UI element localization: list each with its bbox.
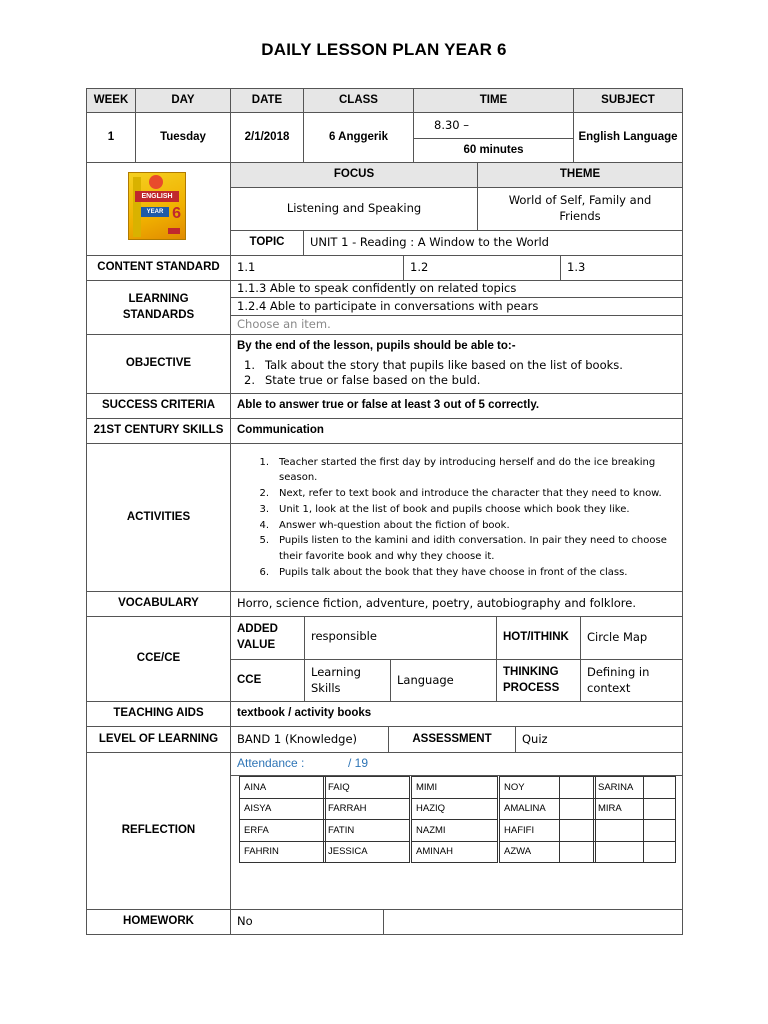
book-year-line: YEAR [141, 207, 169, 217]
student-name-cell: JESSICA [323, 841, 410, 864]
book-title-line: ENGLISH [135, 191, 179, 202]
student-name-cell: AINA [239, 776, 326, 799]
student-name-cell: FAIQ [323, 776, 410, 799]
subject-value: English Language [573, 112, 683, 163]
thinking-process-label: THINKING PROCESS [496, 659, 581, 702]
skills-value: Communication [230, 418, 683, 444]
cce-sub-label: CCE [230, 659, 305, 702]
activity-item: 2. Next, refer to text book and introduce the character that they need to know. [259, 488, 662, 500]
added-value-label: ADDED VALUE [230, 616, 305, 660]
teaching-aids-value: textbook / activity books [230, 701, 683, 727]
student-name-cell: FARRAH [323, 798, 410, 821]
thinking-process-value: Defining in context [580, 659, 683, 702]
success-criteria-label: SUCCESS CRITERIA [86, 393, 231, 419]
time-start: 8.30 – [413, 112, 574, 139]
activities-label: ACTIVITIES [86, 443, 231, 592]
student-name-cell: MIMI [411, 776, 498, 799]
level-label: LEVEL OF LEARNING [86, 726, 231, 753]
activities-content [230, 443, 683, 592]
student-name-cell: AZWA [499, 841, 560, 864]
date-value: 2/1/2018 [230, 112, 304, 163]
vocabulary-label: VOCABULARY [86, 591, 231, 617]
assessment-value: Quiz [515, 726, 683, 753]
attendance-checkbox[interactable] [559, 776, 596, 799]
attendance-total[interactable]: / 19 [348, 756, 369, 770]
student-name-cell: NOY [499, 776, 560, 799]
student-name-cell [593, 819, 644, 842]
duration: 60 minutes [413, 138, 574, 163]
focus-value: Listening and Speaking [230, 187, 478, 231]
student-name-cell: NAZMI [411, 819, 498, 842]
book-year-number: 6 [172, 205, 181, 222]
cce-value-1: Learning Skills [304, 659, 391, 702]
content-standard-label: CONTENT STANDARD [86, 255, 231, 281]
page-title: DAILY LESSON PLAN YEAR 6 [261, 40, 507, 59]
day-value: Tuesday [135, 112, 231, 163]
objective-item: 1. Talk about the story that pupils like based on the list of books. [244, 357, 623, 372]
student-name-cell: MIRA [593, 798, 644, 821]
student-name-cell: AISYA [239, 798, 326, 821]
added-value: responsible [304, 616, 497, 660]
student-name-cell: HAFIFI [499, 819, 560, 842]
day-header: DAY [135, 88, 231, 113]
attendance-checkbox[interactable] [559, 819, 596, 842]
date-header: DATE [230, 88, 304, 113]
learning-standard-2: 1.2.4 Able to participate in conversations with pears [230, 297, 683, 316]
vocabulary-value: Horro, science fiction, adventure, poetry, autobiography and folklore. [230, 591, 683, 617]
hot-ithink-value: Circle Map [580, 616, 683, 660]
objective-item: 2. State true or false based on the buld. [244, 373, 481, 388]
attendance-checkbox[interactable] [643, 776, 676, 799]
attendance-checkbox[interactable] [643, 841, 676, 864]
subject-header: SUBJECT [573, 88, 683, 113]
cce-value-2: Language [390, 659, 497, 702]
attendance-checkbox[interactable] [643, 798, 676, 821]
attendance-checkbox[interactable] [559, 841, 596, 864]
reflection-label: REFLECTION [86, 752, 231, 910]
skills-label: 21ST CENTURY SKILLS [86, 418, 231, 444]
attendance-checkbox[interactable] [559, 798, 596, 821]
activity-item: 6. Pupils talk about the book that they have choose in front of the class. [259, 566, 628, 578]
theme-value: World of Self, Family and Friends [477, 187, 683, 231]
level-value: BAND 1 (Knowledge) [230, 726, 389, 753]
topic-value: UNIT 1 - Reading : A Window to the World [303, 230, 683, 256]
theme-header: THEME [477, 162, 683, 188]
student-name-cell: FAHRIN [239, 841, 326, 864]
success-criteria-value: Able to answer true or false at least 3 out of 5 correctly. [230, 393, 683, 419]
student-name-cell [593, 841, 644, 864]
learning-standard-placeholder[interactable]: Choose an item. [230, 315, 683, 335]
student-name-cell: HAZIQ [411, 798, 498, 821]
activity-item: 3. Unit 1, look at the list of book and pupils choose which book they like. [259, 503, 630, 515]
teaching-aids-label: TEACHING AIDS [86, 701, 231, 727]
class-header: CLASS [303, 88, 414, 113]
learning-standards-label: LEARNING STANDARDS [86, 280, 231, 335]
week-value: 1 [86, 112, 136, 163]
activity-item: 4. Answer wh-question about the fiction of book. [259, 519, 510, 531]
class-value: 6 Anggerik [303, 112, 414, 163]
activities-list [255, 455, 676, 581]
topic-label: TOPIC [230, 230, 304, 256]
time-header: TIME [413, 88, 574, 113]
attendance-label: Attendance : [237, 756, 305, 770]
objective-content [230, 334, 683, 394]
student-name-cell: AMINAH [411, 841, 498, 864]
objective-label: OBJECTIVE [86, 334, 231, 394]
homework-value: No [230, 909, 384, 935]
homework-extra [383, 909, 683, 935]
student-name-cell: ERFA [239, 819, 326, 842]
student-name-cell: FATIN [323, 819, 410, 842]
student-name-cell: SARINA [593, 776, 644, 799]
week-header: WEEK [86, 88, 136, 113]
objective-intro: By the end of the lesson, pupils should be able to:- [237, 340, 516, 353]
objective-list [237, 358, 623, 389]
attendance-checkbox[interactable] [643, 819, 676, 842]
learning-standard-1: 1.1.3 Able to speak confidently on related topics [230, 280, 683, 298]
student-name-cell: AMALINA [499, 798, 560, 821]
textbook-cover-image [128, 172, 186, 240]
cce-ce-label: CCE/CE [86, 616, 231, 702]
activity-item: 1. Teacher started the first day by introducing herself and do the ice breaking season. [259, 456, 656, 484]
content-standard-3: 1.3 [560, 255, 683, 281]
hot-ithink-label: HOT/ITHINK [496, 616, 581, 660]
activity-item: 5. Pupils listen to the kamini and idith conversation. In pair they need to choose their favorite book and why they choose it. [259, 535, 667, 562]
assessment-label: ASSESSMENT [388, 726, 516, 753]
homework-label: HOMEWORK [86, 909, 231, 935]
focus-header: FOCUS [230, 162, 478, 188]
content-standard-2: 1.2 [403, 255, 561, 281]
content-standard-1: 1.1 [230, 255, 404, 281]
